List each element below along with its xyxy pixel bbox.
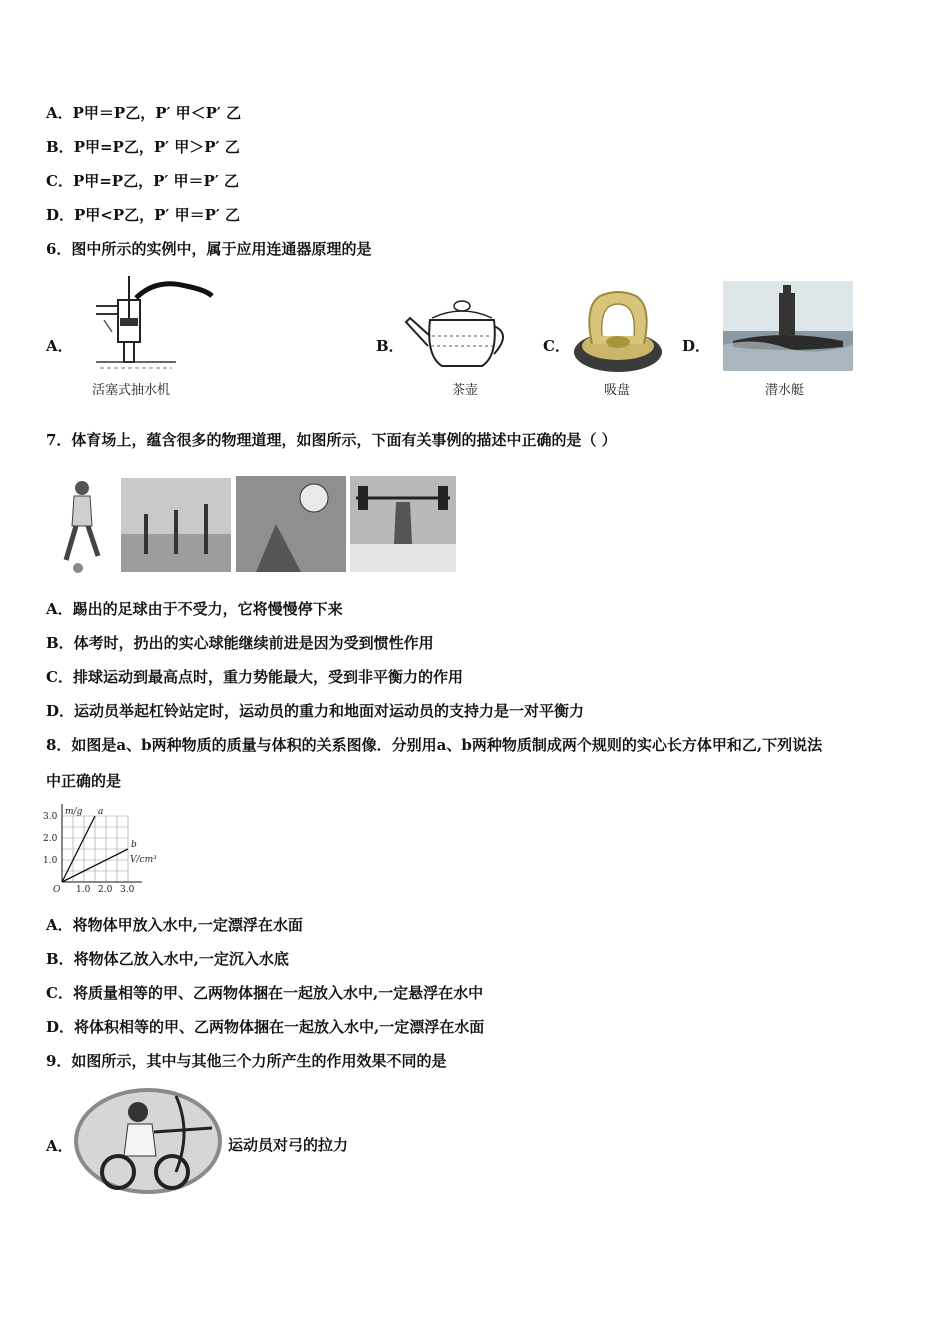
teapot-figure (402, 296, 514, 376)
submarine-figure (723, 281, 853, 371)
q8-option-d: D．将体积相等的甲、乙两物体捆在一起放入水中,一定漂浮在水面 (46, 1018, 485, 1036)
y-axis-label: m/g (65, 807, 83, 817)
suction-cup-caption: 吸盘 (604, 383, 631, 398)
series-label-b: b (131, 840, 137, 850)
q6-option-b-label: B． (376, 337, 404, 355)
suction-cup-figure (570, 286, 666, 378)
y-tick-label: 3.0 (43, 812, 58, 822)
q7-option-c: C．排球运动到最高点时，重力势能最大，受到非平衡力的作用 (46, 668, 463, 686)
option-label: C． (46, 172, 73, 190)
option-text: P甲＝P乙，P′ 甲＜P′ 乙 (72, 104, 242, 122)
origin-label: O (53, 885, 61, 892)
mass-volume-chart (40, 800, 165, 892)
q6-option-a-label: A． (46, 337, 73, 355)
q7-option-d: D．运动员举起杠铃站定时，运动员的重力和地面对运动员的支持力是一对平衡力 (46, 702, 585, 720)
q7-stem: 7．体育场上，蕴含很多的物理道理，如图所示，下面有关事例的描述中正确的是（ ） (46, 431, 617, 449)
q5-option-b (46, 137, 240, 157)
q9-option-a-label: A． (46, 1137, 73, 1155)
q9-stem: 9．如图所示，其中与其他三个力所产生的作用效果不同的是 (46, 1052, 447, 1070)
teapot-caption: 茶壶 (452, 383, 479, 398)
q5-option-c (46, 171, 239, 191)
q6-option-d-label: D． (682, 337, 711, 355)
water-pump-figure (66, 268, 216, 378)
option-text: P甲<P乙，P′ 甲＝P′ 乙 (74, 206, 241, 224)
option-label: B． (46, 138, 74, 156)
q7-option-b: B．体考时，扔出的实心球能继续前进是因为受到惯性作用 (46, 634, 434, 652)
x-axis-label: V/cm³ (130, 855, 157, 865)
q9-option-a-text: 运动员对弓的拉力 (228, 1136, 349, 1154)
q8-stem-line1: 8．如图是a、b两种物质的质量与体积的关系图像．分别用a、b两种物质制成两个规则的实心长方体甲和乙,下列说法 (46, 736, 823, 754)
option-label: D． (46, 206, 75, 224)
x-tick-label: 2.0 (98, 885, 113, 892)
q8-option-b: B．将物体乙放入水中,一定沉入水底 (46, 950, 289, 968)
x-tick-label: 3.0 (120, 885, 135, 892)
option-text: P甲=P乙，P′ 甲＝P′ 乙 (72, 172, 239, 190)
y-tick-label: 2.0 (43, 834, 58, 844)
y-tick-label: 1.0 (43, 856, 58, 866)
water-pump-caption: 活塞式抽水机 (92, 383, 171, 398)
submarine-caption: 潜水艇 (765, 383, 805, 398)
q5-option-a (46, 103, 241, 123)
option-label: A． (46, 104, 73, 122)
q7-option-a: A．踢出的足球由于不受力，它将慢慢停下来 (46, 600, 343, 618)
q5-option-d (46, 205, 240, 225)
x-tick-label: 1.0 (76, 885, 91, 892)
q8-option-a: A．将物体甲放入水中,一定漂浮在水面 (46, 916, 303, 934)
series-label-a: a (98, 807, 104, 817)
q6-option-c-label: C． (543, 337, 570, 355)
q8-option-c: C．将质量相等的甲、乙两物体捆在一起放入水中,一定悬浮在水中 (46, 984, 484, 1002)
archer-figure (72, 1086, 224, 1196)
q6-stem: 6．图中所示的实例中，属于应用连通器原理的是 (46, 240, 372, 258)
option-text: P甲=P乙，P′ 甲＞P′ 乙 (73, 138, 240, 156)
sports-photos-figure (46, 474, 456, 574)
q8-stem-line2: 中正确的是 (46, 772, 122, 790)
